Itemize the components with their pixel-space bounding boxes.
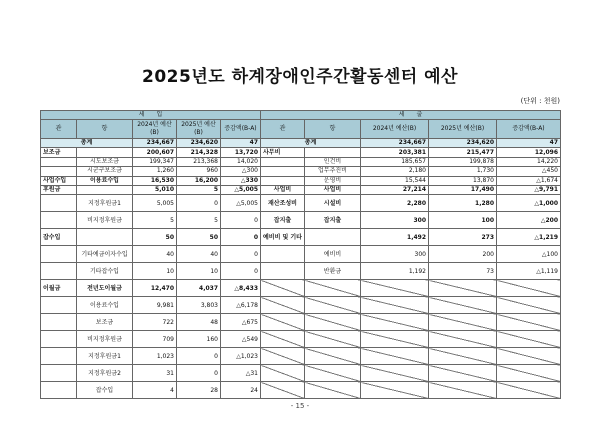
- empty-cell: [361, 280, 429, 297]
- expense-cell-2024: 2,280: [361, 195, 429, 212]
- expense-cell-2025: 200: [429, 246, 497, 263]
- expense-cell-hang: 시설비: [305, 195, 361, 212]
- page-title: 2025년도 하계장애인주간활동센터 예산: [142, 67, 458, 87]
- empty-cell: [305, 365, 361, 382]
- empty-cell: [429, 348, 497, 365]
- expense-total-label: 총계: [261, 139, 361, 148]
- revenue-cell-2024: 200,607: [133, 148, 177, 157]
- expense-cell-hang: [305, 229, 361, 246]
- revenue-cell-gwan: 사업수입: [41, 176, 77, 185]
- expense-cell-gwan: 예비비 및 기타: [261, 229, 305, 246]
- revenue-cell-hang: 시도보조금: [77, 157, 133, 166]
- empty-cell: [305, 382, 361, 399]
- empty-cell: [261, 314, 305, 331]
- expense-cell-2024: 185,657: [361, 157, 429, 166]
- empty-cell: [361, 382, 429, 399]
- col-budget-2025: 2025년 예산(B): [429, 120, 497, 139]
- revenue-cell-hang: 비지정후원금: [77, 212, 133, 229]
- col-budget-2024: 2024년 예산(B): [133, 120, 177, 139]
- revenue-cell-gwan: [41, 348, 77, 365]
- expense-cell-2024: 2,180: [361, 167, 429, 176]
- revenue-cell-2025: 214,328: [177, 148, 221, 157]
- revenue-cell-gwan: 보조금: [41, 148, 77, 157]
- revenue-cell-2024: 1,260: [133, 167, 177, 176]
- revenue-cell-change: 13,720: [221, 148, 261, 157]
- empty-cell: [261, 297, 305, 314]
- empty-cell: [497, 365, 561, 382]
- expense-cell-2025: 199,878: [429, 157, 497, 166]
- expense-cell-change: △9,791: [497, 185, 561, 194]
- expense-cell-change: △450: [497, 167, 561, 176]
- expense-cell-2025: 17,490: [429, 185, 497, 194]
- revenue-cell-hang: 지정후원금2: [77, 365, 133, 382]
- revenue-cell-hang: 보조금: [77, 314, 133, 331]
- revenue-cell-hang: 이용료수입: [77, 176, 133, 185]
- empty-cell: [305, 314, 361, 331]
- revenue-cell-2025: 10: [177, 263, 221, 280]
- empty-cell: [305, 331, 361, 348]
- revenue-cell-2024: 9,981: [133, 297, 177, 314]
- expense-cell-change: 14,220: [497, 157, 561, 166]
- empty-cell: [497, 297, 561, 314]
- expense-cell-2024: 300: [361, 246, 429, 263]
- revenue-cell-hang: 비지정후원금: [77, 331, 133, 348]
- revenue-cell-gwan: 잡수입: [41, 229, 77, 246]
- revenue-cell-2024: 5,005: [133, 195, 177, 212]
- expense-cell-change: △1,674: [497, 176, 561, 185]
- col-hang: 항: [77, 120, 133, 139]
- revenue-cell-change: △5,005: [221, 195, 261, 212]
- table-row: [41, 314, 561, 331]
- empty-cell: [497, 280, 561, 297]
- revenue-cell-2025: 28: [177, 382, 221, 399]
- expense-cell-2025: 73: [429, 263, 497, 280]
- revenue-cell-change: △31: [221, 365, 261, 382]
- expense-cell-2024: 300: [361, 212, 429, 229]
- empty-cell: [261, 331, 305, 348]
- revenue-cell-change: △1,023: [221, 348, 261, 365]
- expense-cell-2024: 234,667: [361, 139, 429, 148]
- expense-cell-gwan: 사무비: [261, 148, 305, 157]
- expense-cell-gwan: 재산조성비: [261, 195, 305, 212]
- revenue-cell-2025: 4,037: [177, 280, 221, 297]
- empty-cell: [361, 314, 429, 331]
- expense-cell-hang: 예비비: [305, 246, 361, 263]
- expense-cell-change: △1,119: [497, 263, 561, 280]
- expense-cell-gwan: [261, 176, 305, 185]
- empty-cell: [261, 348, 305, 365]
- table-row: [41, 167, 561, 176]
- expense-section-header: 세 출: [261, 111, 561, 120]
- revenue-cell-change: △5,005: [221, 185, 261, 194]
- revenue-cell-2024: 5,010: [133, 185, 177, 194]
- expense-cell-hang: 운영비: [305, 176, 361, 185]
- col-gwan: 관: [41, 120, 77, 139]
- table-row: [41, 139, 561, 148]
- page-number: - 15 -: [290, 402, 310, 410]
- revenue-cell-2025: 0: [177, 365, 221, 382]
- empty-cell: [361, 331, 429, 348]
- revenue-cell-2024: 234,667: [133, 139, 177, 148]
- col-gwan: 관: [261, 120, 305, 139]
- expense-cell-hang: 반환금: [305, 263, 361, 280]
- empty-cell: [261, 365, 305, 382]
- revenue-cell-hang: 잡수입: [77, 382, 133, 399]
- expense-cell-hang: 업무추진비: [305, 167, 361, 176]
- revenue-cell-change: △300: [221, 167, 261, 176]
- expense-cell-2024: 27,214: [361, 185, 429, 194]
- revenue-cell-2025: 50: [177, 229, 221, 246]
- empty-cell: [361, 348, 429, 365]
- expense-cell-change: 47: [497, 139, 561, 148]
- budget-table: [40, 110, 561, 399]
- table-row: [41, 297, 561, 314]
- table-row: [41, 348, 561, 365]
- revenue-cell-hang: 기타잡수입: [77, 263, 133, 280]
- revenue-cell-2025: 5: [177, 212, 221, 229]
- revenue-cell-2024: 199,347: [133, 157, 177, 166]
- expense-cell-gwan: [261, 167, 305, 176]
- col-budget-2025: 2025년 예산(B): [177, 120, 221, 139]
- expense-cell-change: △200: [497, 212, 561, 229]
- revenue-cell-2025: 3,803: [177, 297, 221, 314]
- revenue-cell-change: 0: [221, 212, 261, 229]
- table-row: [41, 176, 561, 185]
- expense-cell-hang: 인건비: [305, 157, 361, 166]
- revenue-cell-gwan: [41, 382, 77, 399]
- expense-cell-gwan: [261, 157, 305, 166]
- revenue-cell-gwan: [41, 365, 77, 382]
- revenue-cell-2025: 234,620: [177, 139, 221, 148]
- revenue-cell-change: 24: [221, 382, 261, 399]
- table-row: [41, 212, 561, 229]
- revenue-cell-gwan: [41, 246, 77, 263]
- revenue-cell-2025: 960: [177, 167, 221, 176]
- table-row: [41, 331, 561, 348]
- table-row: [41, 148, 561, 157]
- revenue-cell-2025: 5: [177, 185, 221, 194]
- expense-cell-change: △1,000: [497, 195, 561, 212]
- col-hang: 항: [305, 120, 361, 139]
- empty-cell: [429, 365, 497, 382]
- expense-cell-gwan: [261, 246, 305, 263]
- revenue-cell-change: 14,020: [221, 157, 261, 166]
- revenue-cell-gwan: [41, 331, 77, 348]
- expense-cell-change: △1,219: [497, 229, 561, 246]
- empty-cell: [261, 382, 305, 399]
- empty-cell: [305, 297, 361, 314]
- expense-cell-hang: 잡지출: [305, 212, 361, 229]
- revenue-cell-gwan: [41, 314, 77, 331]
- revenue-cell-change: △549: [221, 331, 261, 348]
- revenue-cell-hang: [77, 148, 133, 157]
- revenue-cell-hang: 이용료수입: [77, 297, 133, 314]
- revenue-cell-gwan: [41, 157, 77, 166]
- empty-cell: [261, 280, 305, 297]
- revenue-cell-gwan: [41, 212, 77, 229]
- table-row: [41, 365, 561, 382]
- expense-cell-gwan: 잡지출: [261, 212, 305, 229]
- expense-cell-2025: 234,620: [429, 139, 497, 148]
- revenue-cell-2025: 16,200: [177, 176, 221, 185]
- empty-cell: [429, 280, 497, 297]
- revenue-cell-gwan: 후원금: [41, 185, 77, 194]
- empty-cell: [429, 297, 497, 314]
- empty-cell: [429, 331, 497, 348]
- revenue-cell-gwan: [41, 263, 77, 280]
- revenue-cell-2025: 160: [177, 331, 221, 348]
- revenue-cell-2025: 213,368: [177, 157, 221, 166]
- revenue-cell-2024: 12,470: [133, 280, 177, 297]
- table-row: [41, 195, 561, 212]
- revenue-cell-2024: 50: [133, 229, 177, 246]
- revenue-cell-hang: [77, 185, 133, 194]
- revenue-cell-hang: 지정후원금1: [77, 195, 133, 212]
- revenue-section-header: 세 입: [41, 111, 261, 120]
- revenue-cell-2025: 48: [177, 314, 221, 331]
- revenue-cell-2025: 40: [177, 246, 221, 263]
- empty-cell: [305, 348, 361, 365]
- table-row: [41, 229, 561, 246]
- revenue-cell-2025: 0: [177, 195, 221, 212]
- expense-cell-2024: 1,492: [361, 229, 429, 246]
- expense-cell-2024: 1,192: [361, 263, 429, 280]
- revenue-cell-2024: 4: [133, 382, 177, 399]
- revenue-cell-gwan: [41, 297, 77, 314]
- revenue-cell-2024: 1,023: [133, 348, 177, 365]
- revenue-cell-2024: 31: [133, 365, 177, 382]
- revenue-cell-2024: 16,530: [133, 176, 177, 185]
- expense-cell-hang: [305, 148, 361, 157]
- revenue-cell-change: △330: [221, 176, 261, 185]
- revenue-cell-change: △675: [221, 314, 261, 331]
- table-row: [41, 185, 561, 194]
- table-row: [41, 263, 561, 280]
- empty-cell: [429, 382, 497, 399]
- revenue-total-label: 총계: [41, 139, 133, 148]
- empty-cell: [497, 331, 561, 348]
- expense-cell-2025: 1,280: [429, 195, 497, 212]
- expense-cell-2025: 1,730: [429, 167, 497, 176]
- revenue-cell-2024: 10: [133, 263, 177, 280]
- revenue-cell-gwan: [41, 195, 77, 212]
- expense-cell-2025: 273: [429, 229, 497, 246]
- revenue-cell-hang: 전년도이월금: [77, 280, 133, 297]
- revenue-cell-hang: [77, 229, 133, 246]
- col-change: 증감액(B-A): [221, 120, 261, 139]
- revenue-cell-change: 0: [221, 246, 261, 263]
- table-row: [41, 157, 561, 166]
- empty-cell: [361, 365, 429, 382]
- revenue-cell-2025: 0: [177, 348, 221, 365]
- revenue-cell-change: 47: [221, 139, 261, 148]
- table-row: [41, 382, 561, 399]
- revenue-cell-2024: 40: [133, 246, 177, 263]
- expense-cell-2025: 13,870: [429, 176, 497, 185]
- expense-cell-2024: 203,381: [361, 148, 429, 157]
- col-change: 증감액(B-A): [497, 120, 561, 139]
- revenue-cell-change: △6,178: [221, 297, 261, 314]
- revenue-cell-change: 0: [221, 229, 261, 246]
- empty-cell: [429, 314, 497, 331]
- revenue-cell-2024: 709: [133, 331, 177, 348]
- expense-cell-2025: 100: [429, 212, 497, 229]
- expense-cell-gwan: 사업비: [261, 185, 305, 194]
- revenue-cell-hang: 시군구보조금: [77, 167, 133, 176]
- revenue-cell-hang: 기타예금이자수입: [77, 246, 133, 263]
- col-budget-2024: 2024년 예산(B): [361, 120, 429, 139]
- revenue-cell-change: 0: [221, 263, 261, 280]
- expense-cell-gwan: [261, 263, 305, 280]
- expense-cell-change: △100: [497, 246, 561, 263]
- empty-cell: [497, 314, 561, 331]
- table-row: [41, 280, 561, 297]
- table-row: [41, 246, 561, 263]
- expense-cell-2025: 215,477: [429, 148, 497, 157]
- revenue-cell-gwan: [41, 167, 77, 176]
- expense-cell-change: 12,096: [497, 148, 561, 157]
- empty-cell: [361, 297, 429, 314]
- revenue-cell-2024: 722: [133, 314, 177, 331]
- empty-cell: [497, 348, 561, 365]
- revenue-cell-2024: 5: [133, 212, 177, 229]
- revenue-cell-gwan: 이월금: [41, 280, 77, 297]
- expense-cell-hang: 사업비: [305, 185, 361, 194]
- unit-note: (단위 : 천원): [520, 97, 560, 105]
- revenue-cell-hang: 지정후원금1: [77, 348, 133, 365]
- revenue-cell-change: △8,433: [221, 280, 261, 297]
- empty-cell: [497, 382, 561, 399]
- expense-cell-2024: 15,544: [361, 176, 429, 185]
- empty-cell: [305, 280, 361, 297]
